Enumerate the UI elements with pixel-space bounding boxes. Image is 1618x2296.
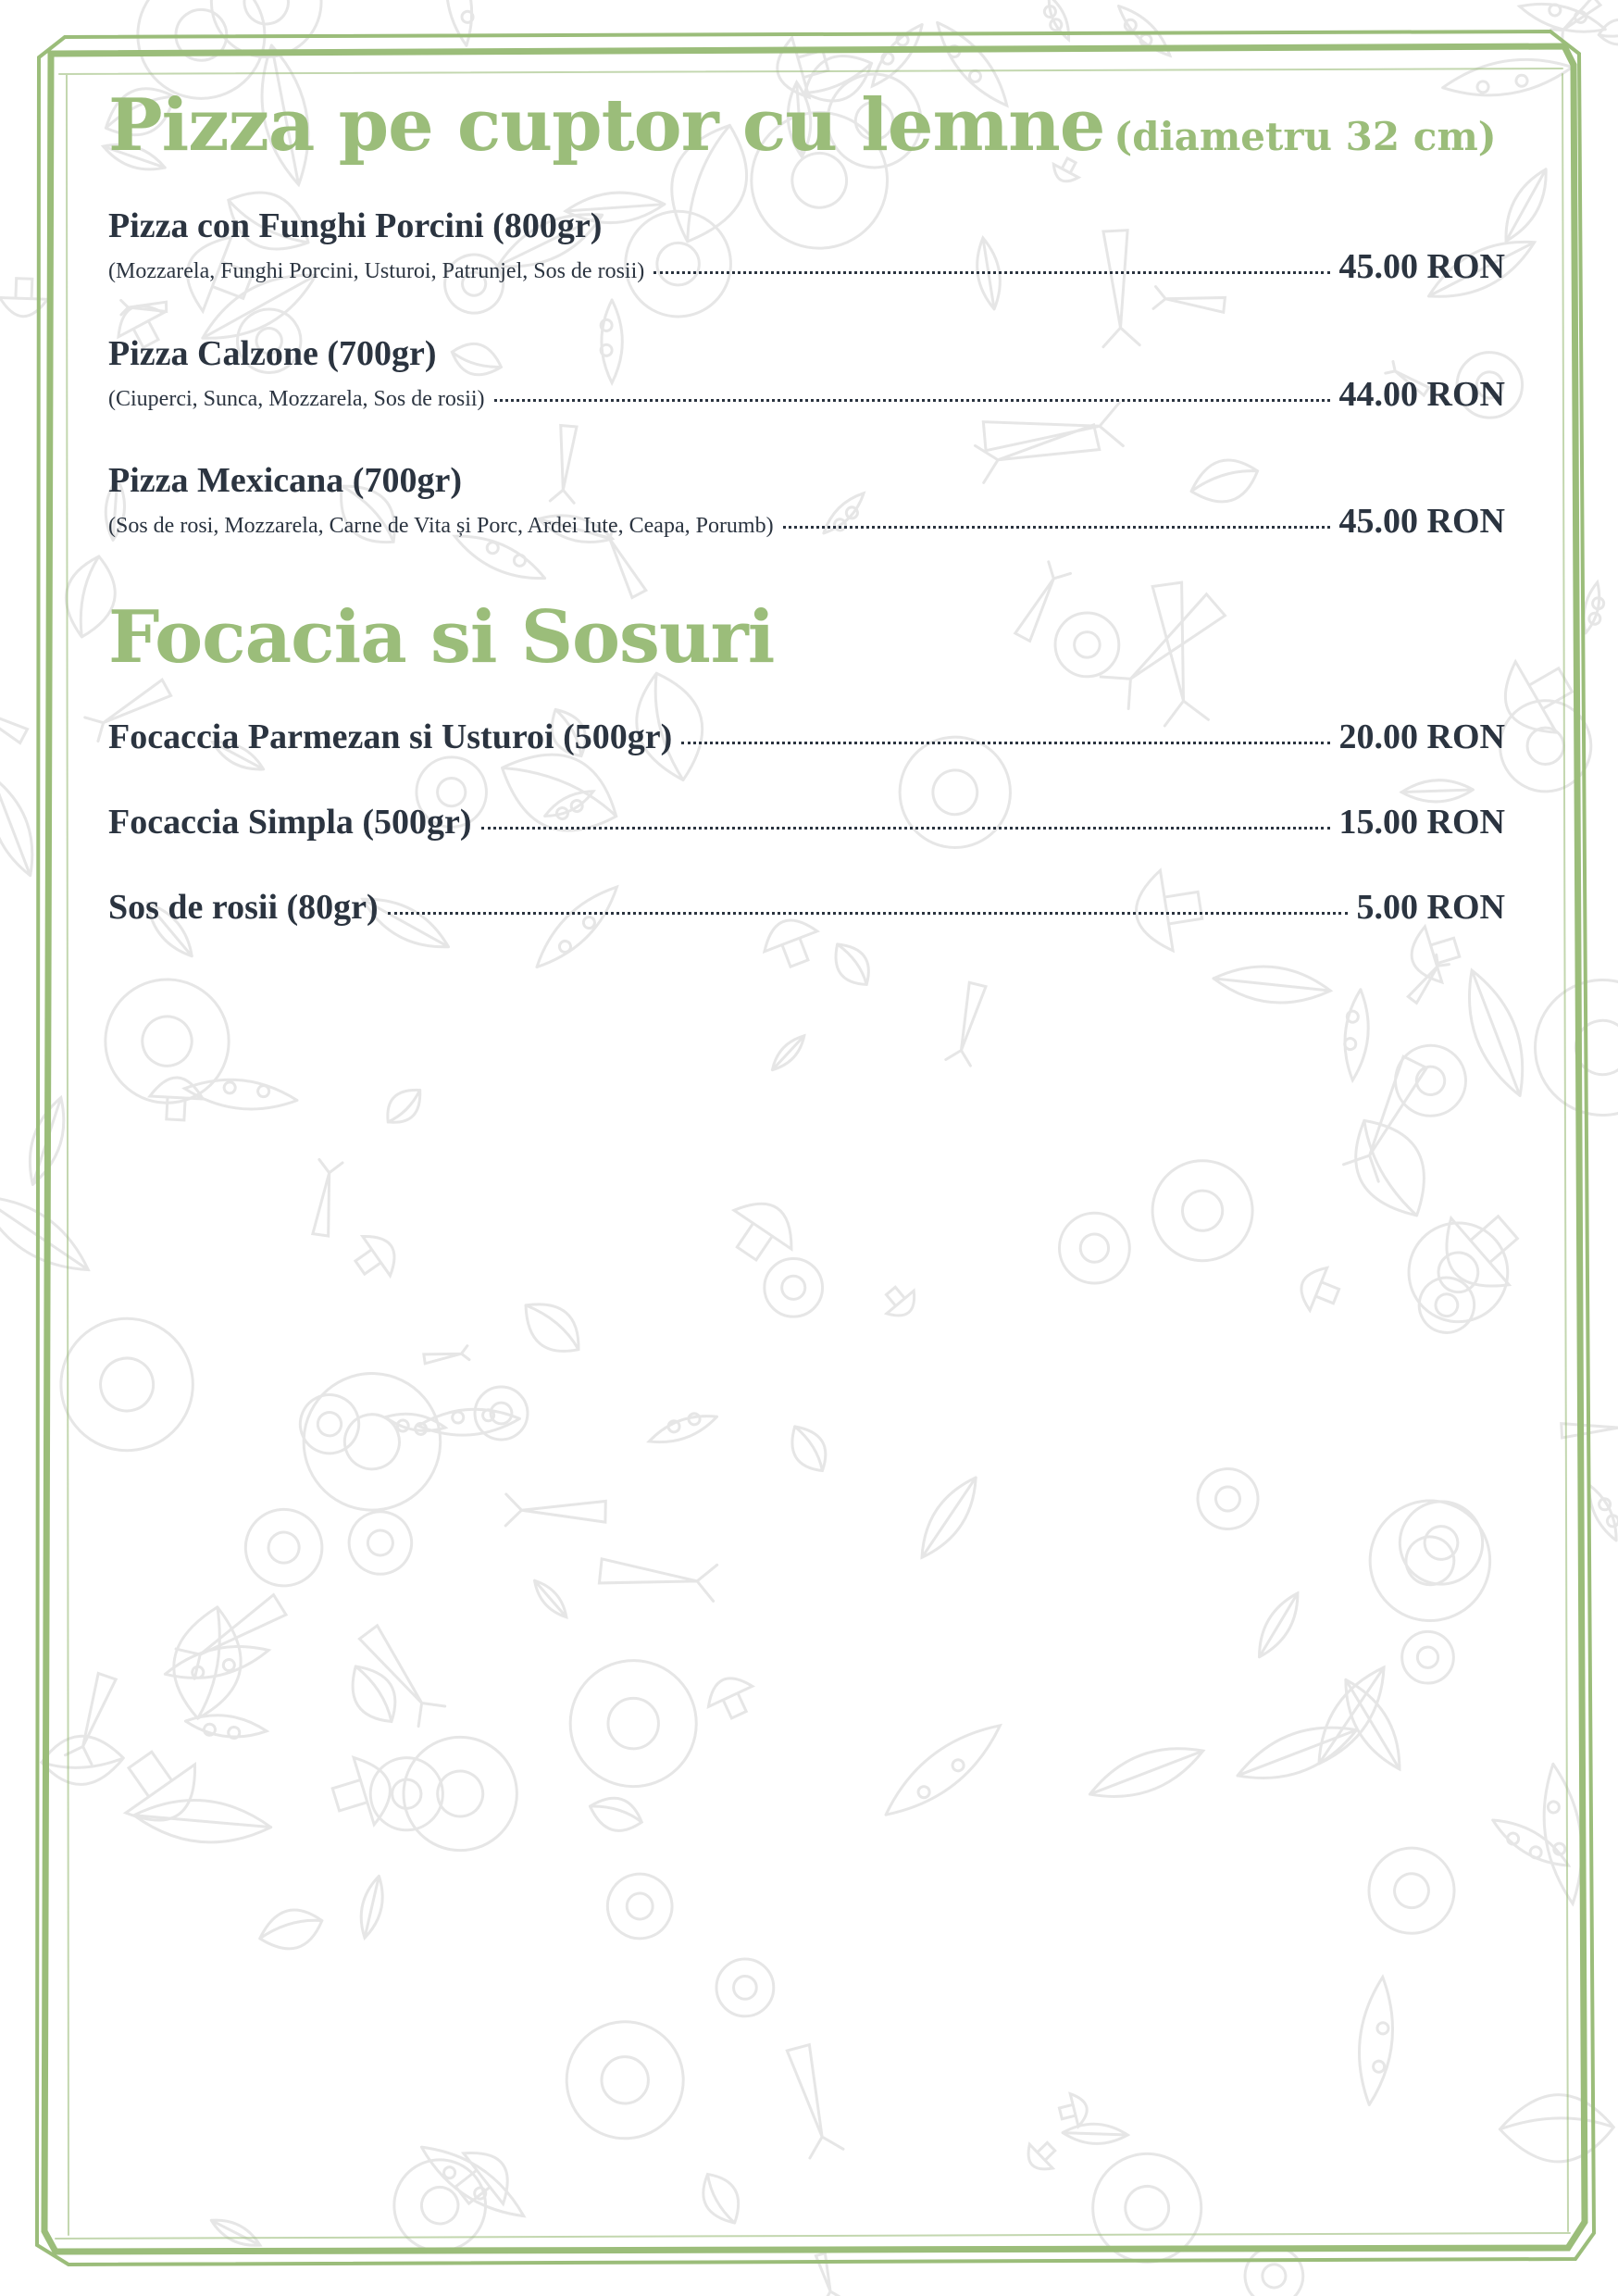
menu-item-description: (Sos de rosi, Mozzarela, Carne de Vita și Porc, Ardei Iute, Ceapa, Porumb) bbox=[108, 514, 774, 538]
menu-item-name: Pizza Mexicana (700gr) bbox=[108, 461, 462, 500]
section-title-focacia bbox=[108, 595, 774, 680]
menu-item-name: Focaccia Simpla (500gr) bbox=[108, 803, 472, 842]
section-title-pizza-text: Pizza pe cuptor cu lemne bbox=[108, 83, 1105, 168]
menu-item-name: Pizza con Funghi Porcini (800gr) bbox=[108, 206, 603, 245]
menu-item-price: 45.00 RON bbox=[1338, 502, 1505, 541]
menu-item-price: 15.00 RON bbox=[1338, 803, 1505, 842]
menu-item-description: (Ciuperci, Sunca, Mozzarela, Sos de rosii) bbox=[108, 387, 485, 411]
menu-item-price: 44.00 RON bbox=[1338, 375, 1505, 414]
menu-item-price: 20.00 RON bbox=[1338, 718, 1505, 756]
menu-item-name: Focaccia Parmezan si Usturoi (500gr) bbox=[108, 718, 673, 756]
menu-item-name: Sos de rosii (80gr) bbox=[108, 888, 379, 927]
dot-leader bbox=[783, 526, 1330, 529]
section-title-focacia-text: Focacia si Sosuri bbox=[108, 595, 775, 680]
menu-item-sos-rosii bbox=[108, 887, 1505, 928]
dot-leader bbox=[681, 742, 1329, 744]
menu-item-price: 5.00 RON bbox=[1356, 888, 1505, 927]
menu-item-pizza-calzone bbox=[108, 333, 1505, 415]
menu-item-pizza-mexicana bbox=[108, 460, 1505, 542]
menu-item-description: (Mozzarela, Funghi Porcini, Usturoi, Patrunjel, Sos de rosii) bbox=[108, 259, 645, 283]
menu-item-pizza-funghi bbox=[108, 206, 1505, 287]
dot-leader bbox=[481, 827, 1330, 830]
menu-item-focaccia-parmezan bbox=[108, 717, 1505, 757]
dot-leader bbox=[653, 271, 1329, 274]
menu-item-name: Pizza Calzone (700gr) bbox=[108, 334, 437, 373]
menu-item-price: 45.00 RON bbox=[1338, 247, 1505, 286]
dot-leader bbox=[494, 399, 1330, 402]
section-title-pizza bbox=[108, 83, 1497, 168]
section-subtitle-pizza: (diametru 32 cm) bbox=[1114, 114, 1497, 159]
menu-item-focaccia-simpla bbox=[108, 802, 1505, 842]
dot-leader bbox=[388, 912, 1348, 915]
